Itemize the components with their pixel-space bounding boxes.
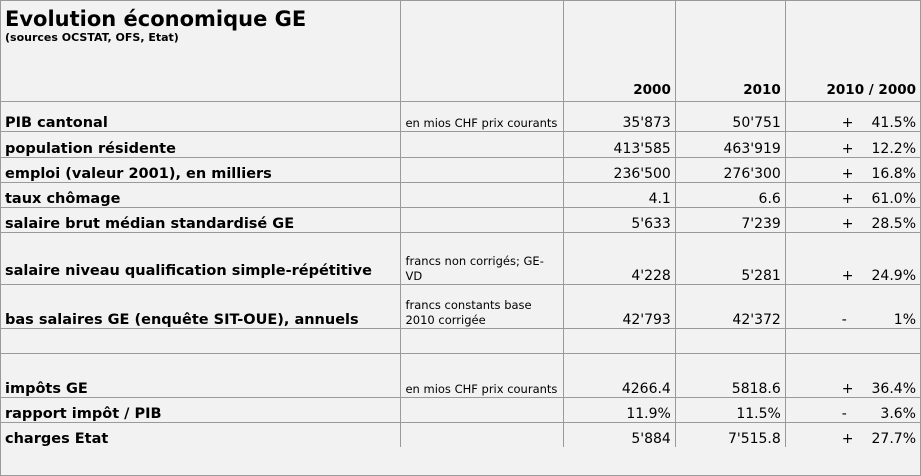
table-row	[1, 397, 920, 422]
ratio-value: 36.4%	[871, 380, 916, 397]
ratio-value: 61.0%	[871, 190, 916, 207]
table-row	[1, 284, 920, 328]
row-label[interactable]: population résidente	[1, 131, 401, 157]
ratio-cell[interactable]	[785, 157, 920, 182]
value-2000[interactable]: 5'633	[563, 207, 675, 232]
value-2010[interactable]: 6.6	[675, 182, 785, 207]
ratio-sign: +	[841, 165, 854, 182]
value-2010[interactable]: 5'281	[675, 232, 785, 284]
empty-cell[interactable]	[401, 328, 563, 353]
row-label[interactable]: bas salaires GE (enquête SIT-OUE), annuels	[1, 284, 401, 328]
ratio-sign: +	[841, 267, 854, 284]
row-label[interactable]: impôts GE	[1, 353, 401, 397]
empty-cell[interactable]	[563, 328, 675, 353]
row-note[interactable]: francs constants base 2010 corrigée	[401, 284, 563, 328]
ratio-value: 1%	[893, 311, 916, 328]
value-2010[interactable]: 50'751	[675, 101, 785, 131]
ratio-value: 24.9%	[871, 267, 916, 284]
title-cell[interactable]	[1, 1, 401, 101]
table-row	[1, 101, 920, 131]
row-note[interactable]: en mios CHF prix courants	[401, 353, 563, 397]
ratio-value: 28.5%	[871, 215, 916, 232]
table-subtitle: (sources OCSTAT, OFS, Etat)	[5, 31, 179, 44]
value-2010[interactable]: 7'239	[675, 207, 785, 232]
row-label[interactable]: taux chômage	[1, 182, 401, 207]
empty-cell[interactable]	[1, 328, 401, 353]
row-note[interactable]	[401, 422, 563, 447]
row-label[interactable]: PIB cantonal	[1, 101, 401, 131]
value-2010[interactable]: 463'919	[675, 131, 785, 157]
value-2010[interactable]: 276'300	[675, 157, 785, 182]
value-2000[interactable]: 5'884	[563, 422, 675, 447]
value-2000[interactable]: 42'793	[563, 284, 675, 328]
ratio-cell[interactable]	[785, 101, 920, 131]
ratio-sign: +	[841, 114, 854, 131]
ratio-sign: +	[841, 190, 854, 207]
table-row	[1, 157, 920, 182]
row-label[interactable]: salaire brut médian standardisé GE	[1, 207, 401, 232]
ratio-value: 12.2%	[871, 140, 916, 157]
ratio-cell[interactable]	[785, 397, 920, 422]
row-label[interactable]: rapport impôt / PIB	[1, 397, 401, 422]
header-row	[1, 1, 920, 101]
row-note[interactable]	[401, 182, 563, 207]
ratio-sign: +	[841, 140, 854, 157]
ratio-cell[interactable]	[785, 182, 920, 207]
ratio-value: 41.5%	[871, 114, 916, 131]
value-2000[interactable]: 4'228	[563, 232, 675, 284]
row-label[interactable]: salaire niveau qualification simple-répétitive	[1, 232, 401, 284]
economic-table	[1, 1, 920, 447]
table-row	[1, 232, 920, 284]
header-2000[interactable]: 2000	[563, 1, 675, 101]
empty-cell[interactable]	[675, 328, 785, 353]
ratio-value: 27.7%	[871, 431, 916, 447]
ratio-sign: -	[841, 311, 847, 328]
header-ratio[interactable]: 2010 / 2000	[785, 1, 920, 101]
value-2000[interactable]: 4.1	[563, 182, 675, 207]
value-2010[interactable]: 7'515.8	[675, 422, 785, 447]
ratio-cell[interactable]	[785, 422, 920, 447]
table-row	[1, 353, 920, 397]
ratio-cell[interactable]	[785, 131, 920, 157]
row-note[interactable]: francs non corrigés; GE-VD	[401, 232, 563, 284]
ratio-cell[interactable]	[785, 207, 920, 232]
row-note[interactable]: en mios CHF prix courants	[401, 101, 563, 131]
value-2000[interactable]: 236'500	[563, 157, 675, 182]
ratio-cell[interactable]	[785, 284, 920, 328]
table-title: Evolution économique GE	[5, 7, 307, 31]
table-row	[1, 131, 920, 157]
table-row	[1, 182, 920, 207]
ratio-value: 16.8%	[871, 165, 916, 182]
value-2000[interactable]: 11.9%	[563, 397, 675, 422]
value-2010[interactable]: 5818.6	[675, 353, 785, 397]
ratio-cell[interactable]	[785, 232, 920, 284]
header-note-cell[interactable]	[401, 1, 563, 101]
row-note[interactable]	[401, 131, 563, 157]
ratio-sign: +	[841, 215, 854, 232]
table-row	[1, 207, 920, 232]
ratio-cell[interactable]	[785, 353, 920, 397]
header-2010[interactable]: 2010	[675, 1, 785, 101]
value-2000[interactable]: 35'873	[563, 101, 675, 131]
value-2010[interactable]: 42'372	[675, 284, 785, 328]
row-note[interactable]	[401, 157, 563, 182]
table-row	[1, 422, 920, 447]
ratio-sign: +	[841, 431, 854, 447]
row-note[interactable]	[401, 397, 563, 422]
empty-row	[1, 328, 920, 353]
ratio-sign: -	[841, 405, 847, 422]
ratio-sign: +	[841, 380, 854, 397]
row-label[interactable]: emploi (valeur 2001), en milliers	[1, 157, 401, 182]
value-2000[interactable]: 413'585	[563, 131, 675, 157]
empty-cell[interactable]	[785, 328, 920, 353]
value-2000[interactable]: 4266.4	[563, 353, 675, 397]
ratio-value: 3.6%	[880, 405, 916, 422]
row-note[interactable]	[401, 207, 563, 232]
value-2010[interactable]: 11.5%	[675, 397, 785, 422]
row-label[interactable]: charges Etat	[1, 422, 401, 447]
